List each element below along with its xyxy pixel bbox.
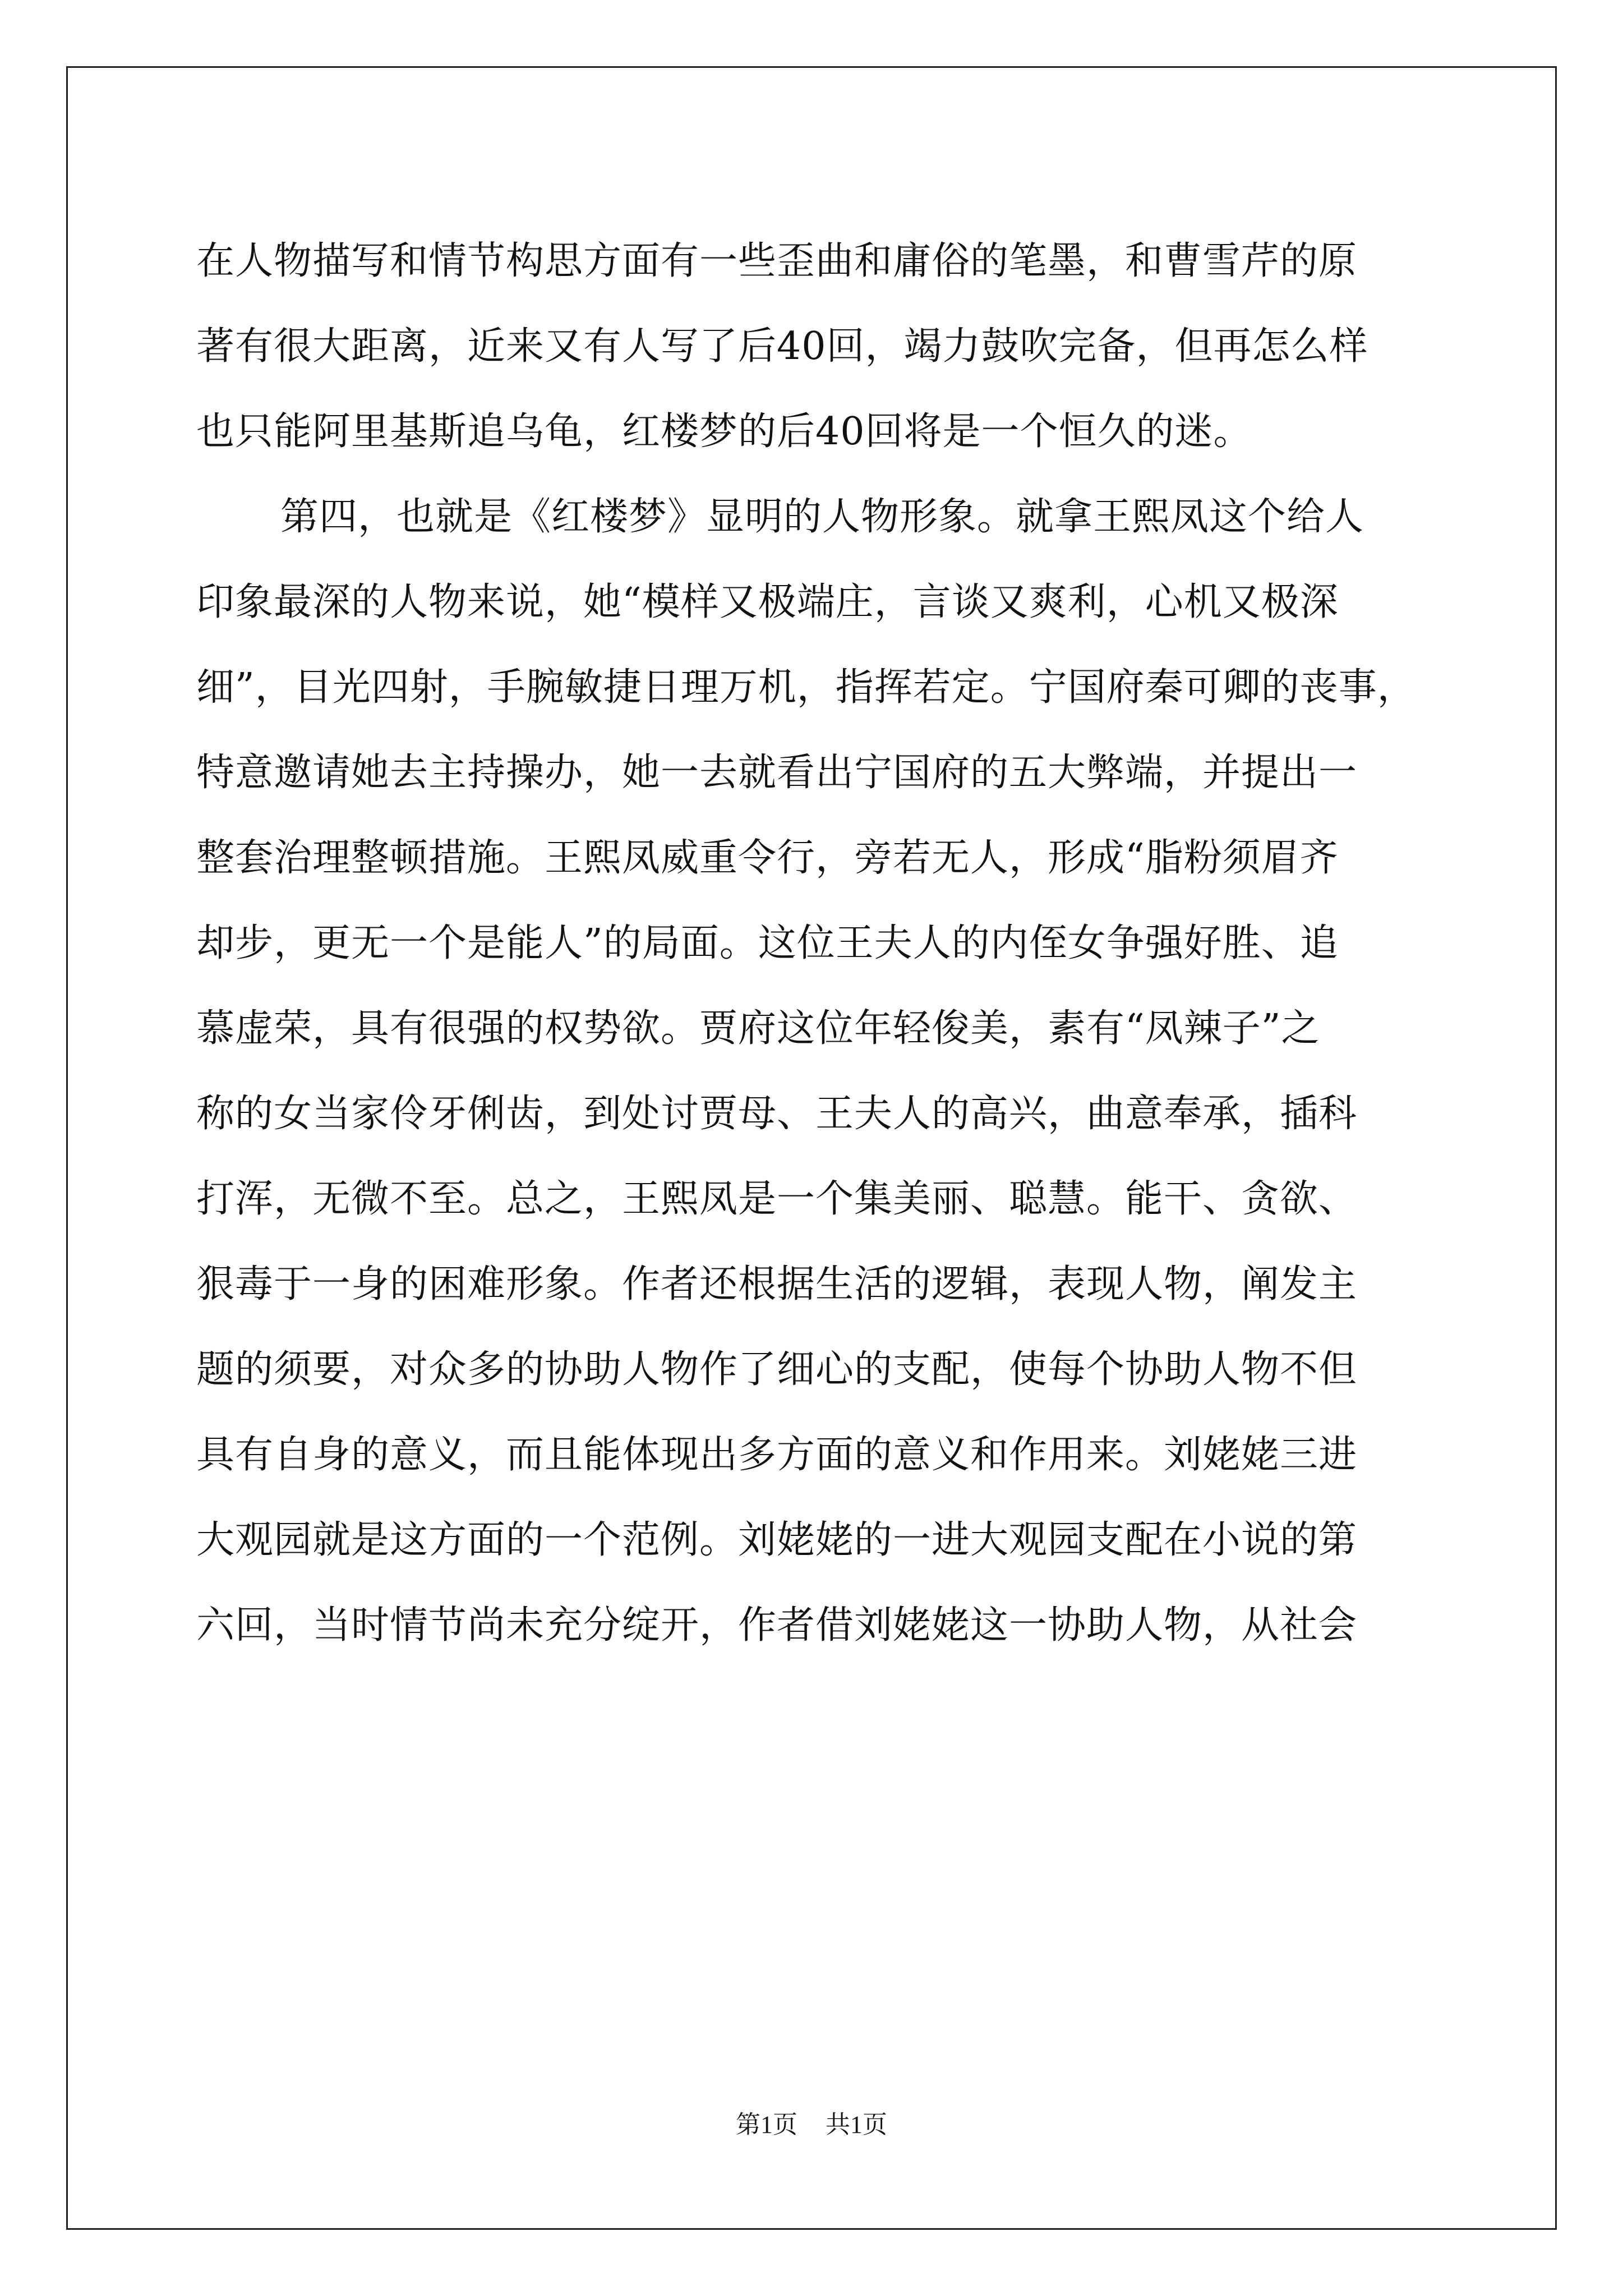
text-line: 著有很大距离，近来又有人写了后40回，竭力鼓吹完备，但再怎么样 xyxy=(196,324,1368,369)
paragraph-first-line: 第四，也就是《红楼梦》显明的人物形象。就拿王熙凤这个给人 xyxy=(280,495,1364,539)
page-number: 第1页 xyxy=(736,2111,797,2138)
document-body xyxy=(196,219,1430,1668)
text-line: 慕虚荣，具有很强的权势欲。贾府这位年轻俊美，素有“凤辣子”之 xyxy=(196,1006,1320,1051)
text-line: 整套治理整顿措施。王熙凤威重令行，旁若无人，形成“脂粉须眉齐 xyxy=(196,836,1339,880)
text-line: 也只能阿里基斯追乌龟，红楼梦的后40回将是一个恒久的迷。 xyxy=(196,409,1252,454)
text-line: 狠毒于一身的困难形象。作者还根据生活的逻辑，表现人物，阐发主 xyxy=(196,1262,1358,1306)
text-line: 打浑，无微不至。总之，王熙凤是一个集美丽、聪慧。能干、贪欲、 xyxy=(196,1177,1358,1221)
text-line: 细”，目光四射，手腕敏捷日理万机，指挥若定。宁国府秦可卿的丧事， xyxy=(196,665,1416,710)
text-line: 六回，当时情节尚未充分绽开，作者借刘姥姥这一协助人物，从社会 xyxy=(196,1603,1358,1648)
text-line: 大观园就是这方面的一个范例。刘姥姥的一进大观园支配在小说的第 xyxy=(196,1518,1358,1562)
page-footer xyxy=(0,2108,1623,2142)
text-line: 在人物描写和情节构思方面有一些歪曲和庸俗的笔墨，和曹雪芹的原 xyxy=(196,239,1358,283)
page-total: 共1页 xyxy=(826,2111,887,2138)
text-line: 题的须要，对众多的协助人物作了细心的支配，使每个协助人物不但 xyxy=(196,1347,1358,1392)
text-line: 特意邀请她去主持操办，她一去就看出宁国府的五大弊端，并提出一 xyxy=(196,751,1358,795)
text-line: 称的女当家伶牙俐齿，到处讨贾母、王夫人的高兴，曲意奉承，插科 xyxy=(196,1092,1358,1136)
text-line: 印象最深的人物来说，她“模样又极端庄，言谈又爽利，心机又极深 xyxy=(196,580,1339,624)
text-line: 具有自身的意义，而且能体现出多方面的意义和作用来。刘姥姥三进 xyxy=(196,1433,1358,1477)
text-line: 却步，更无一个是能人”的局面。这位王夫人的内侄女争强好胜、追 xyxy=(196,921,1339,965)
